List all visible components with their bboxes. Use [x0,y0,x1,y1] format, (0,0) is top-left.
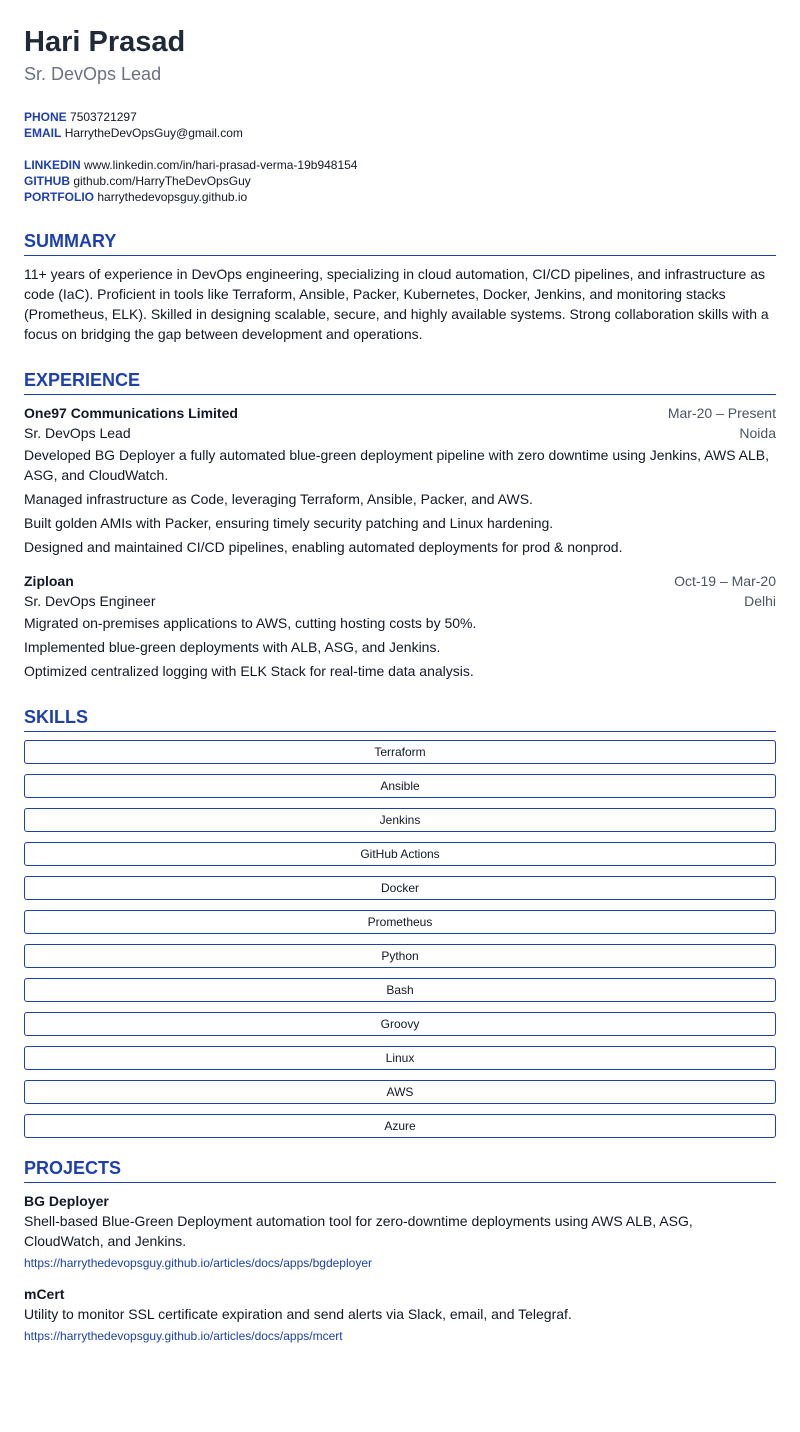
project-link[interactable]: https://harrythedevopsguy.github.io/articles/docs/apps/bgdeployer [24,1256,372,1270]
job-bullet: Developed BG Deployer a fully automated blue-green deployment pipeline with zero downtime using Jenkins, AWS ALB, ASG, and CloudWatch. [24,447,770,483]
job-bullet: Implemented blue-green deployments with ALB, ASG, and Jenkins. [24,639,441,655]
skill-chip: Groovy [24,1012,776,1036]
candidate-name: Hari Prasad [24,26,186,58]
contact-portfolio [24,189,776,205]
project-entry [24,1191,776,1272]
job-entry [24,571,776,681]
contact-linkedin [24,157,776,173]
skill-chip: Azure [24,1114,776,1138]
skill-chip: Terraform [24,740,776,764]
experience-section [24,368,776,681]
job-role: Sr. DevOps Lead [24,425,131,441]
skills-heading: SKILLS [24,705,776,732]
linkedin-value[interactable]: www.linkedin.com/in/hari-prasad-verma-19b948154 [84,158,358,172]
job-entry [24,403,776,557]
project-description: Shell-based Blue-Green Deployment automation tool for zero-downtime deployments using AWS ALB, ASG, CloudWatch, and Jenkins. [24,1213,693,1249]
project-description: Utility to monitor SSL certificate expiration and send alerts via Slack, email, and Telegraf. [24,1306,572,1322]
phone-label: PHONE [24,110,67,124]
skill-chip: Ansible [24,774,776,798]
contact-block [24,109,776,205]
summary-text: 11+ years of experience in DevOps engineering, specializing in cloud automation, CI/CD pipelines, and infrastructure as code (IaC). Proficient in tools like Terraform, Ansible, Packer, Kubernetes, Docker, Jenkins, and monitoring stacks (Prometheus, ELK). Skilled in designing scalable, secure, and highly available systems. Strong collaboration skills with a focus on bridging the gap between development and operations. [24,266,769,342]
projects-section [24,1156,776,1345]
skills-list [24,740,776,1138]
projects-heading: PROJECTS [24,1156,776,1183]
job-company: One97 Communications Limited [24,405,238,421]
email-label: EMAIL [24,126,62,140]
contact-email [24,125,776,141]
summary-heading: SUMMARY [24,229,776,256]
job-bullet: Optimized centralized logging with ELK Stack for real-time data analysis. [24,663,474,679]
skill-chip: Linux [24,1046,776,1070]
linkedin-label: LINKEDIN [24,158,81,172]
summary-section [24,229,776,344]
project-link[interactable]: https://harrythedevopsguy.github.io/articles/docs/apps/mcert [24,1329,343,1343]
job-bullet: Designed and maintained CI/CD pipelines, enabling automated deployments for prod & nonprod. [24,539,623,555]
skill-chip: Prometheus [24,910,776,934]
contact-phone [24,109,776,125]
job-location: Delhi [744,593,776,609]
job-bullets [24,445,776,557]
github-value[interactable]: github.com/HarryTheDevOpsGuy [73,174,251,188]
experience-heading: EXPERIENCE [24,368,776,395]
skill-chip: Jenkins [24,808,776,832]
project-entry [24,1284,776,1345]
job-role: Sr. DevOps Engineer [24,593,156,609]
job-dates: Oct-19 – Mar-20 [674,573,776,589]
contact-github [24,173,776,189]
project-name: mCert [24,1286,65,1302]
job-company: Ziploan [24,573,74,589]
skills-section [24,705,776,1138]
email-value[interactable]: HarrytheDevOpsGuy@gmail.com [64,126,243,140]
job-location: Noida [739,425,776,441]
job-bullets [24,613,776,681]
candidate-title: Sr. DevOps Lead [24,64,162,84]
skill-chip: GitHub Actions [24,842,776,866]
skill-chip: AWS [24,1080,776,1104]
project-name: BG Deployer [24,1193,109,1209]
skill-chip: Docker [24,876,776,900]
job-bullet: Managed infrastructure as Code, leveraging Terraform, Ansible, Packer, and AWS. [24,491,533,507]
skill-chip: Python [24,944,776,968]
github-label: GITHUB [24,174,70,188]
portfolio-value[interactable]: harrythedevopsguy.github.io [97,190,248,204]
skill-chip: Bash [24,978,776,1002]
job-bullet: Built golden AMIs with Packer, ensuring timely security patching and Linux hardening. [24,515,554,531]
job-bullet: Migrated on-premises applications to AWS, cutting hosting costs by 50%. [24,615,477,631]
job-dates: Mar-20 – Present [667,405,776,421]
portfolio-label: PORTFOLIO [24,190,94,204]
phone-value: 7503721297 [70,110,137,124]
